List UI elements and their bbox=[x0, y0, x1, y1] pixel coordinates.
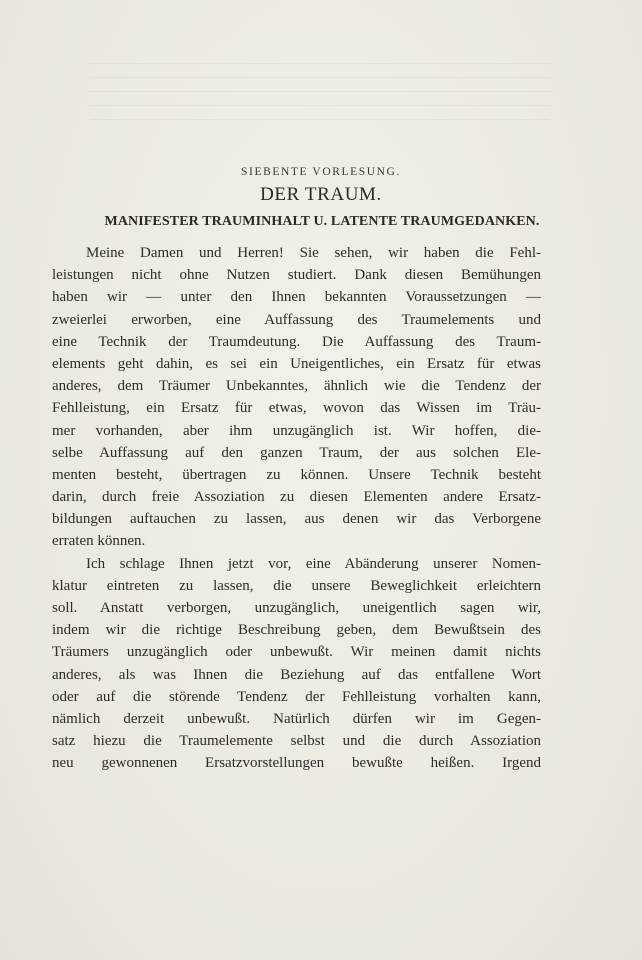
body-text bbox=[52, 242, 541, 775]
text-line: menten besteht, übertragen zu können. Unsere Technik besteht bbox=[52, 466, 541, 483]
text-line: selbe Auffassung auf den ganzen Traum, der aus solchen Ele- bbox=[52, 444, 541, 461]
text-line: zweierlei erworben, eine Auffassung des Traumelements und bbox=[52, 311, 541, 328]
text-line: nämlich derzeit unbewußt. Natürlich dürfen wir im Gegen- bbox=[52, 710, 541, 727]
text-line: elements geht dahin, es sei ein Uneigentliches, ein Ersatz für etwas bbox=[52, 355, 541, 372]
text-line: oder auf die störende Tendenz der Fehlleistung vorhalten kann, bbox=[52, 688, 541, 705]
text-line: eine Technik der Traumdeutung. Die Auffassung des Traum- bbox=[52, 333, 541, 350]
text-line: Träumers unzugänglich oder unbewußt. Wir meinen damit nichts bbox=[52, 644, 541, 661]
text-line: Meine Damen und Herren! Sie sehen, wir haben die Fehl- bbox=[86, 245, 541, 261]
text-line: anderes, als was Ihnen die Beziehung auf das entfallene Wort bbox=[52, 666, 541, 683]
text-line: mer vorhanden, aber ihm unzugänglich ist. Wir hoffen, die- bbox=[52, 422, 541, 439]
text-line: klatur eintreten zu lassen, die unsere Beweglichkeit erleichtern bbox=[52, 577, 541, 594]
bleed-through-texture bbox=[90, 60, 550, 120]
text-line: erraten können. bbox=[52, 533, 146, 550]
text-line: neu gewonnenen Ersatzvorstellungen bewußte heißen. Irgend bbox=[52, 755, 541, 772]
text-line: Fehlleistung, ein Ersatz für etwas, wovon das Wissen im Träu- bbox=[52, 400, 541, 417]
text-line: bildungen auftauchen zu lassen, aus denen wir das Verborgene bbox=[52, 511, 541, 528]
text-line: darin, durch freie Assoziation zu diesen Elementen andere Ersatz- bbox=[52, 489, 541, 506]
text-line: haben wir — unter den Ihnen bekannten Voraussetzungen — bbox=[52, 289, 541, 306]
lecture-title: DER TRAUM. bbox=[260, 184, 382, 205]
text-line: soll. Anstatt verborgen, unzugänglich, uneigentlich sagen wir, bbox=[52, 600, 541, 616]
text-line: satz hiezu die Traumelemente selbst und die durch Assoziation bbox=[52, 733, 541, 750]
text-line: Ich schlage Ihnen jetzt vor, eine Abänderung unserer Nomen- bbox=[86, 555, 541, 572]
text-line: leistungen nicht ohne Nutzen studiert. Dank diesen Bemühungen bbox=[52, 267, 541, 284]
chapter-heading: SIEBENTE VORLESUNG. bbox=[241, 166, 401, 178]
lecture-subtitle: MANIFESTER TRAUMINHALT U. LATENTE TRAUMGEDANKEN. bbox=[104, 214, 540, 229]
text-line: indem wir die richtige Beschreibung geben, dem Bewußtsein des bbox=[52, 622, 541, 639]
text-line: anderes, dem Träumer Unbekanntes, ähnlich wie die Tendenz der bbox=[52, 378, 541, 395]
